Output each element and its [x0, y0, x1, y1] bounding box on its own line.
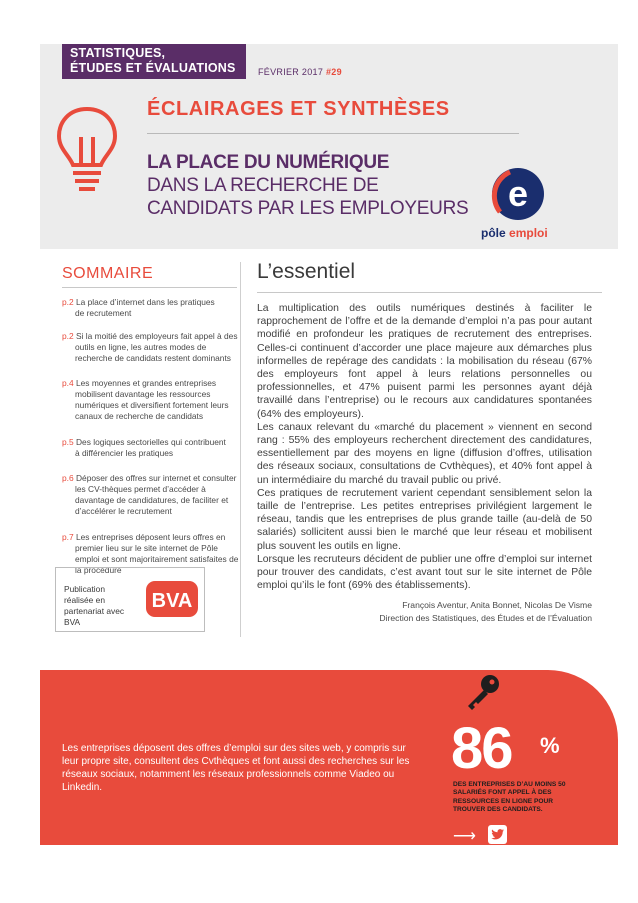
series-tag [62, 44, 246, 79]
report-title-bold: LA PLACE DU NUMÉRIQUE [147, 152, 390, 173]
essentiel-paragraph: Ces pratiques de recrutement varient cependant sensiblement selon la taille de l’entreprise. Les petites entreprises privilégient largement le réseau, tandis que les entreprises de plus grande taille (au-delà de 50 salariés) sollicitent aussi bien le marché que leur réseau et mobilisent plus souvent les outils en ligne. [257, 487, 592, 552]
toc-item[interactable] [62, 297, 240, 319]
issue-number: #29 [325, 67, 342, 77]
sommaire-title: SOMMAIRE [62, 265, 154, 282]
toc-item[interactable] [62, 331, 240, 364]
key-figure-number: 86 [451, 716, 512, 781]
partner-text: Publication réalisée en partenariat avec BVA [64, 584, 125, 627]
column-divider [240, 262, 241, 637]
essentiel-paragraph: Les canaux relevant du «marché du placement » viennent en second rang : 55% des employeurs recherchent directement des candidatures, essentiellement par des moyens en ligne (diffusion d’offres, utilisation des réseaux sociaux, consultations de Cvthèques), et 40% font appel à un intermédiaire du marché du travail public ou privé. [257, 421, 592, 486]
key-figure-text: Les entreprises déposent des offres d’emploi sur des sites web, y compris sur leur propre site, consultent des Cvthèques et font aussi des recherches sur les réseaux sociaux, notamment les réseaux professionnels comme Viadeo ou Linkedin. [62, 743, 410, 793]
logo-letter: e [507, 173, 529, 214]
bva-logo-text: BVA [151, 590, 193, 612]
toc-item[interactable] [62, 437, 240, 459]
toc-text: Déposer des offres sur internet et consulter [75, 473, 237, 483]
key-icon [462, 672, 502, 712]
title-divider [147, 133, 519, 134]
toc-text: Si la moitié des employeurs fait appel à des [75, 331, 238, 341]
toc-text: Des logiques sectorielles qui contribuent [75, 437, 226, 447]
arrow-icon: ⟶ [453, 828, 476, 845]
essentiel-paragraph: La multiplication des outils numériques destinés à faciliter le rapprochement de l’offre et de la demande d’emploi n’a pas pour autant modifié en profondeur les pratiques de recrutement des entreprises. Celles-ci continuent d’accorder une place majeure aux démarches plus informelles de repérage des candidats : la mobilisation du réseau (67% des employeurs font appel à leurs relations personnelles ou professionnelles, et 47% puisent parmi les personnes ayant déjà travaillé dans l’entreprise) ou le recours aux candidatures spontanées (64% des employeurs). [257, 303, 592, 420]
wordmark-emploi: emploi [509, 226, 548, 240]
toc-text-cont: à différencier les pratiques [75, 448, 174, 458]
essentiel-paragraph: Lorsque les recruteurs décident de publier une offre d’emploi sur internet pour trouver des candidats, c’est avant tout sur le site internet de Pôle emploi qu’ils le font (69% des établissements). [257, 553, 592, 592]
toc-page: p.6 [62, 473, 74, 483]
series-tag-line2: ÉTUDES ET ÉVALUATIONS [70, 61, 236, 75]
toc-text: Les entreprises déposent leurs offres en [75, 532, 226, 542]
series-tag-line1: STATISTIQUES, [70, 46, 166, 60]
toc-text-cont: mobilisent davantage les ressources numériques et diversifient fortement leurs canaux de recherche de candidats [75, 389, 229, 421]
pole-emploi-wordmark [481, 226, 548, 240]
toc-page: p.4 [62, 378, 74, 388]
lightbulb-icon [55, 105, 119, 195]
report-title-rest: DANS LA RECHERCHE DE CANDIDATS PAR LES EMPLOYEURS [147, 175, 469, 219]
issue-info [258, 67, 342, 77]
authors: François Aventur, Anita Bonnet, Nicolas De Visme [402, 600, 592, 610]
key-figure-percent: % [540, 733, 560, 758]
direction: Direction des Statistiques, des Études et de l’Évaluation [379, 613, 592, 623]
issue-date: FÉVRIER 2017 [258, 67, 324, 77]
essentiel-divider [257, 292, 602, 293]
toc-page: p.2 [62, 331, 74, 341]
sommaire-divider [62, 287, 237, 288]
series-title: ÉCLAIRAGES ET SYNTHÈSES [147, 98, 450, 120]
toc-item[interactable] [62, 473, 240, 517]
toc-page: p.7 [62, 532, 74, 542]
toc-text-cont: de recrutement [75, 308, 132, 318]
toc-item[interactable] [62, 378, 240, 422]
toc-text: La place d’internet dans les pratiques [75, 297, 215, 307]
key-figure-caption: DES ENTREPRISES D’AU MOINS 50 SALARIÉS FONT APPEL À DES RESSOURCES EN LIGNE POUR TROUVER DES CANDIDATS. [453, 781, 566, 814]
toc-text-cont: premier lieu sur le site internet de Pôle emploi et sont majoritairement satisfaites de la procédure [75, 543, 239, 575]
essentiel-body [257, 302, 592, 592]
toc-page: p.2 [62, 297, 74, 307]
wordmark-pole: pôle [481, 226, 510, 240]
twitter-icon[interactable] [488, 825, 507, 844]
toc-text-cont: outils en ligne, les autres modes de recherche de candidats restent dominants [75, 342, 231, 363]
toc-text-cont: les CV-thèques permet d’accéder à davantage de candidatures, de faciliter et d’accélérer le recrutement [75, 484, 229, 516]
toc-text: Les moyennes et grandes entreprises [75, 378, 217, 388]
essentiel-title: L’essentiel [257, 260, 356, 283]
toc-page: p.5 [62, 437, 74, 447]
partner-box [55, 567, 205, 632]
bva-logo [146, 581, 198, 617]
